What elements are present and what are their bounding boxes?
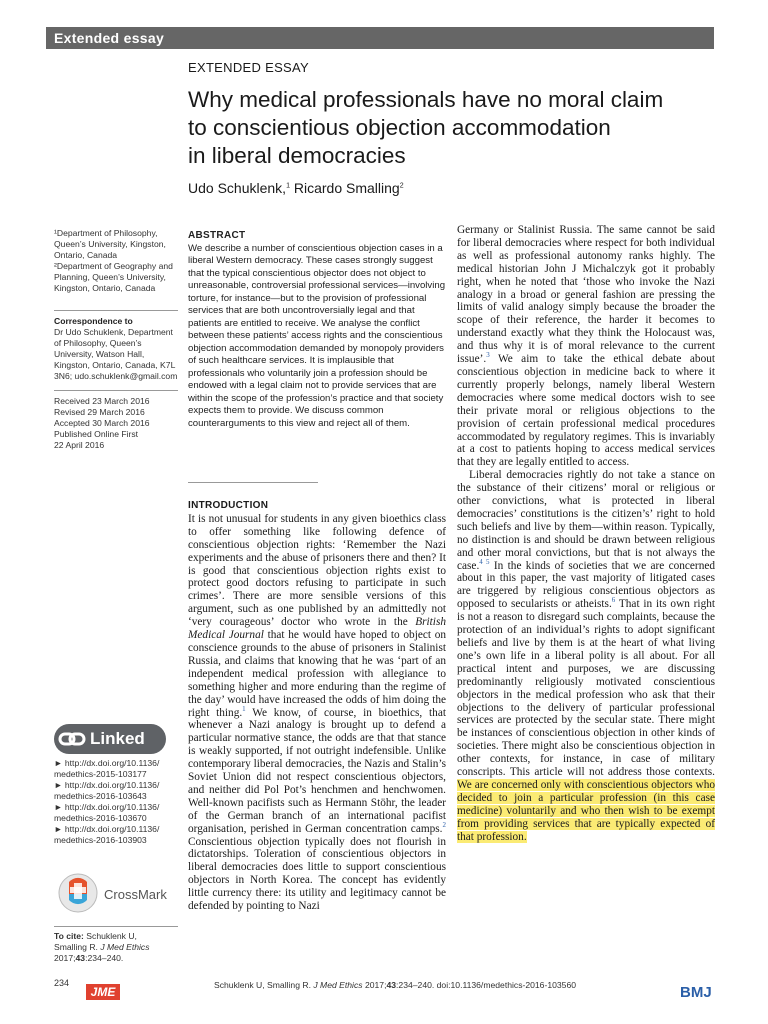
linked-label: Linked [90,729,145,748]
title-line: Why medical professionals have no moral claim [188,87,664,112]
affiliations: ¹Department of Philosophy, Queen’s University, Kingston, Ontario, Canada ²Department of Geography and Planning, Queen’s University, Kingston, Ontario, Canada [54,228,173,293]
ref-link[interactable]: 2 [442,820,446,829]
ref-link[interactable]: 4 5 [479,557,490,566]
title-line: to conscientious objection accommodation [188,115,611,140]
highlighted-text: We are concerned only with conscientious objectors who decided to join a particular profession (in this case medicine) voluntarily and who then wish to be exempt from providing services that are typically expected of that profession. [457,778,715,843]
paragraph: Liberal democracies rightly do not take a stance on the substance of their citizens’ moral or religious or other convictions, what is protected in liberal democracies’ constitutions is the citizen’s’ right to hold such beliefs and live by them—within reason. Typically, no distinction is and should be drawn between religious and other moral convictions, but that is not always the case.$^{4 5}$ In the kinds of societies that we are concerned about in this paper, the vast majority of litigated cases are triggered by religious conscientious objectors as opposed to secularists or atheists.$^6$ That in its own right is not a reason to disregard such complaints, because the protection of an individual’s rights to adopt significant beliefs and live by them is at the heart of what living one’s own life in a liberal polity is all about. For all practical intent and purposes, we are discussing predominantly religiously motivated conscientious objectors in the medical profession who ask that their objections to the delivery of particular professional services are protected by the secular state. There might be instances of conscientious objection in other kinds of societies. There might also be conscientious objection in other contexts, for instance, in case of military conscripts. This article will not address those contexts. We are concerned only with conscientious objectors who decided to join a particular profession (in this case medicine) voluntarily and who then wish to be exempt from providing services that are typically expected of that profession. [457,469,716,843]
crossmark-icon [58,873,98,916]
intro-heading: INTRODUCTION [188,500,269,511]
abstract-heading: ABSTRACT [188,230,246,241]
paragraph: Germany or Stalinist Russia. The same cannot be said for liberal democracies where respect for both individual as well as professional autonomy ranks highly. The medical historian John J Michalczyk got it probably right, when he noted that ‘those who invoke the Nazi analogy in a broad or general fashion are pressing the limits of valid analogy simply because the broader the scope of their reference, the harder it becomes to understand exactly what they think the Holocaust was, and thus why it is of moral relevance to the current issue’.$^3$ We aim to take the ethical debate about conscientious objection in medicine back to where it currently properly belongs, namely liberal Western democracies where some medical doctors wish to see their private moral or religious objections to the provision of certain professional medical procedures accommodated by regulatory regimes. This is invariably at a cost to patients hoping to access medical services that they are legally entitled to access. [457,224,715,469]
article-type: EXTENDED ESSAY [188,60,309,75]
introduction [188,500,446,913]
correspondence-email[interactable]: 3N6; udo.schuklenk@gmail.com [54,371,178,381]
ref-link[interactable]: 6 [611,596,616,605]
crossmark-button[interactable] [58,866,180,922]
article-dates: Received 23 March 2016 Revised 29 March 2016 Accepted 30 March 2016 Published Online First 22 April 2016 [54,396,150,450]
paragraph: It is not unusual for students in any given bioethics class to offer something like following defence of conscientious objection rights: ‘Remember the Nazi experiments and the abuse of prisoners there and then? It is good that conscientious objection rights exist to protect good doctors refusing to participate in such crimes’. There are more sensible versions of this argument, such as one published by an admittedly not ‘very courageous’ doctor who wrote in the British Medical Journal that he would have hoped to object on conscience grounds to the abuse of prisoners in Stalinist Russia, and claims that knowing that he was ‘part of an independent medical profession with allegiance to something higher and more enduring than the regime of the day’ would have increased the odds of him doing the right thing.$^1$ We know, of course, in bioethics, that whenever a Nazi analogy is brought up to defend a particular normative stance, the odds are that that stance is weakly supported, if not outright indefensible. Unlike contemporary liberal democracies, the Nazis and Stalin’s Soviet Union did not respect conscientious objectors, and neither did Pol Pot’s henchmen and henchwomen. Well-known pacifists such as Hermann Stöhr, the leader of the German branch of an international pacifist organisation, perished in German concentration camps.$^2$ Conscientious objection typically does not flourish in dictatorships. Toleration of conscientious objectors in liberal democracies does little to support conscientious objectors in North Korea. The concept has evidently little currency there: its utility and legitimacy cannot be defended by pointing to Nazi [188,512,447,913]
ref-link[interactable]: 1 [242,704,246,713]
author-2: Ricardo Smalling [293,180,400,196]
title-line: in liberal democracies [188,143,406,168]
linked-doi[interactable]: ► http://dx.doi.org/10.1136/ [54,758,160,768]
linked-doi[interactable]: ► http://dx.doi.org/10.1136/ [54,802,160,812]
jme-logo: JME [86,984,120,1000]
divider [54,390,178,391]
crossmark-label: CrossMark [104,886,167,902]
bmj-logo: BMJ [680,984,712,1001]
linked-doi[interactable]: ► http://dx.doi.org/10.1136/ [54,780,160,790]
page-number: 234 [54,978,70,988]
section-banner: Extended essay [46,27,714,49]
linked-articles: ► http://dx.doi.org/10.1136/ medethics-2015-103177 ► http://dx.doi.org/10.1136/ medethics-2016-103643 ► http://dx.doi.org/10.1136/ medethics-2016-103670 ► http://dx.doi.org/10.1136/ medethics-2016-103903 [54,758,178,846]
author-1: Udo Schuklenk, [188,180,287,196]
citation-box: To cite: Schuklenk U, Smalling R. J Med Ethics 2017;43:234–240. [54,926,178,964]
ref-link[interactable]: 3 [486,351,490,360]
authors: Udo Schuklenk,$^1$ Ricardo Smalling$^2$ [188,180,404,196]
correspondence: Correspondence to Dr Udo Schuklenk, Department of Philosophy, Queen’s University, Watson Hall, Kingston, Ontario, Canada, K7L 3N6; udo.schuklenk@gmail.com [54,316,178,381]
article-title [188,86,708,170]
divider [188,482,318,483]
abstract [188,230,446,430]
body-column-2 [457,224,715,844]
abstract-text: We describe a number of conscientious objection cases in a liberal Western democracy. These cases strongly suggest that the typical conscientious objector does not object to unreasonable, controversial professional services—involving torture, for instance—but to the provision of professional services that are both uncontroversially legal and that patients are entitled to receive. We analyse the conflict between these patients’ access rights and the conscientious objection accommodation demanded by monopoly providers of such healthcare services. It is implausible that professionals who voluntarily join a profession should be endowed with a legal claim not to provide services that are within the scope of the profession’s practice and that society expects them to provide. We discuss common counterarguments to this view and reject all of them. [188,242,446,429]
linked-doi[interactable]: ► http://dx.doi.org/10.1136/ [54,824,160,834]
divider [54,310,178,311]
chain-link-icon [54,724,90,754]
footer-citation: Schuklenk U, Smalling R. J Med Ethics 2017;43:234–240. doi:10.1136/medethics-2016-103560 [214,980,577,990]
linked-badge [54,724,166,754]
